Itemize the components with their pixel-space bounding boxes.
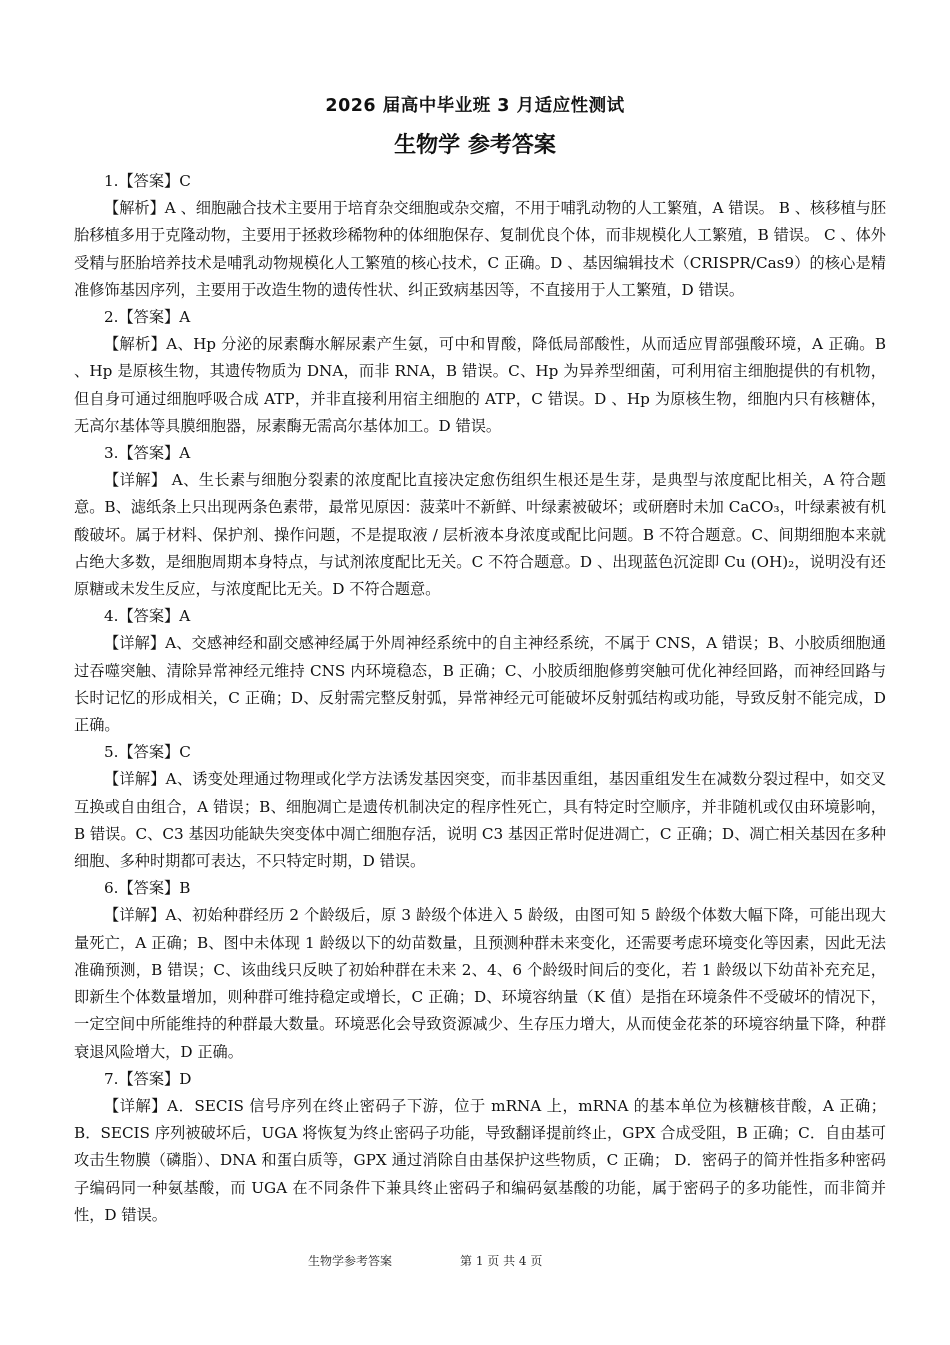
answer-7-explanation: 【详解】A．SECIS 信号序列在终止密码子下游，位于 mRNA 上，mRNA 的基本单位为核糖核苷酸，A 正确； B．SECIS 序列被破坏后，UGA 将恢复为终止密码子功能，导致翻译提前终止，GPX 合成受阻，B 正确；C．自由基可攻击生物膜（磷脂）、DNA 和蛋白质等，GPX 通过消除自由基保护这些物质，C 正确； D．密码子的简并性指多种密码子编码同一种氨基酸，而 UGA 在不同条件下兼具终止密码子和编码氨基酸的功能，属于密码子的多功能性，而非简并性，D 错误。 — [74, 1096, 886, 1224]
answer-4-heading: 4.【答案】A — [104, 607, 191, 626]
exam-title: 2026 届高中毕业班 3 月适应性测试 — [325, 96, 625, 116]
answer-2-heading: 2.【答案】A — [104, 308, 191, 327]
answer-3-heading: 3.【答案】A — [104, 444, 191, 463]
answer-6-explanation: 【详解】A、初始种群经历 2 个龄级后，原 3 龄级个体进入 5 龄级，由图可知 5 龄级个体数大幅下降，可能出现大量死亡，A 正确；B、图中未体现 1 龄级以下的幼苗数量，且预测种群未来变化，还需要考虑环境变化等因素，因此无法准确预测，B 错误；C、该曲线只反映了初始种群在未来 2、4、6 个龄级时间后的变化，若 1 龄级以下幼苗补充充足，即新生个体数量增加，则种群可维持稳定或增长，C 正确；D、环境容纳量（K 值）是指在环境条件不受破坏的情况下，一定空间中所能维持的种群最大数量。环境恶化会导致资源减少、生存压力增大，从而使金花茶的环境容纳量下降，种群衰退风险增大，D 正确。 — [74, 906, 886, 1061]
answer-4-explanation: 【详解】A、交感神经和副交感神经属于外周神经系统中的自主神经系统，不属于 CNS，A 错误；B、小胶质细胞通过吞噬突触、清除异常神经元维持 CNS 内环境稳态，B 正确；C、小胶质细胞修剪突触可优化神经回路，而神经回路与长时记忆的形成相关，C 正确；D、反射需完整反射弧，异常神经元可能破坏反射弧结构或功能，导致反射不能完成，D 正确。 — [74, 634, 886, 735]
answer-5-explanation: 【详解】A、诱变处理通过物理或化学方法诱发基因突变，而非基因重组，基因重组发生在减数分裂过程中，如交叉互换或自由组合，A 错误；B、细胞凋亡是遗传机制决定的程序性死亡，具有特定时空顺序，并非随机或仅由环境影响，B 错误。C、C3 基因功能缺失突变体中凋亡细胞存活，说明 C3 基因正常时促进凋亡，C 正确；D、凋亡相关基因在多种细胞、多种时期都可表达，不只特定时期，D 错误。 — [74, 770, 886, 871]
answer-7-heading: 7.【答案】D — [104, 1069, 192, 1088]
answer-1-explanation: 【解析】A 、细胞融合技术主要用于培育杂交细胞或杂交瘤，不用于哺乳动物的人工繁殖，A 错误。 B 、核移植与胚胎移植多用于克隆动物，主要用于拯救珍稀物种的体细胞保存、复制优良个体，而非规模化人工繁殖，B 错误。 C 、体外受精与胚胎培养技术是哺乳动物规模化人工繁殖的核心技术，C 正确。D 、基因编辑技术（CRISPR/Cas9）的核心是精准修饰基因序列，主要用于改造生物的遗传性状、纠正致病基因等，不直接用于人工繁殖，D 错误。 — [74, 199, 886, 299]
answer-2-explanation: 【解析】A、Hp 分泌的尿素酶水解尿素产生氨，可中和胃酸，降低局部酸性，从而适应胃部强酸环境，A 正确。B 、Hp 是原核生物，其遗传物质为 DNA，而非 RNA，B 错误。C、Hp 为异养型细菌，可利用宿主细胞提供的有机物，但自身可通过细胞呼吸合成 ATP，并非直接利用宿主细胞的 ATP，C 错误。D 、Hp 为原核生物，细胞内只有核糖体，无高尔基体等具膜细胞器，尿素酶无需高尔基体加工。D 错误。 — [74, 335, 886, 435]
answer-1-heading: 1.【答案】C — [104, 172, 191, 190]
footer-doc-name: 生物学参考答案 — [308, 1254, 393, 1268]
answer-5-heading: 5.【答案】C — [104, 743, 191, 762]
answer-key-title: 生物学 参考答案 — [394, 133, 556, 158]
footer-page-number: 第 1 页 共 4 页 — [460, 1254, 543, 1268]
answer-3-explanation: 【详解】 A、生长素与细胞分裂素的浓度配比直接决定愈伤组织生根还是生芽，是典型与浓度配比相关，A 符合题意。B、滤纸条上只出现两条色素带，最常见原因：菠菜叶不新鲜、叶绿素被破坏；或研磨时未加 CaCO₃，叶绿素被有机酸破坏。属于材料、保护剂、操作问题，不是提取液 / 层析液本身浓度或配比问题。B 不符合题意。C、间期细胞本来就占绝大多数，是细胞周期本身特点，与试剂浓度配比无关。C 不符合题意。D 、出现蓝色沉淀即 Cu (OH)₂，说明没有还原糖或未发生反应，与浓度配比无关。D 不符合题意。 — [74, 471, 886, 599]
answer-6-heading: 6.【答案】B — [104, 879, 191, 898]
answer-content — [74, 168, 886, 1229]
